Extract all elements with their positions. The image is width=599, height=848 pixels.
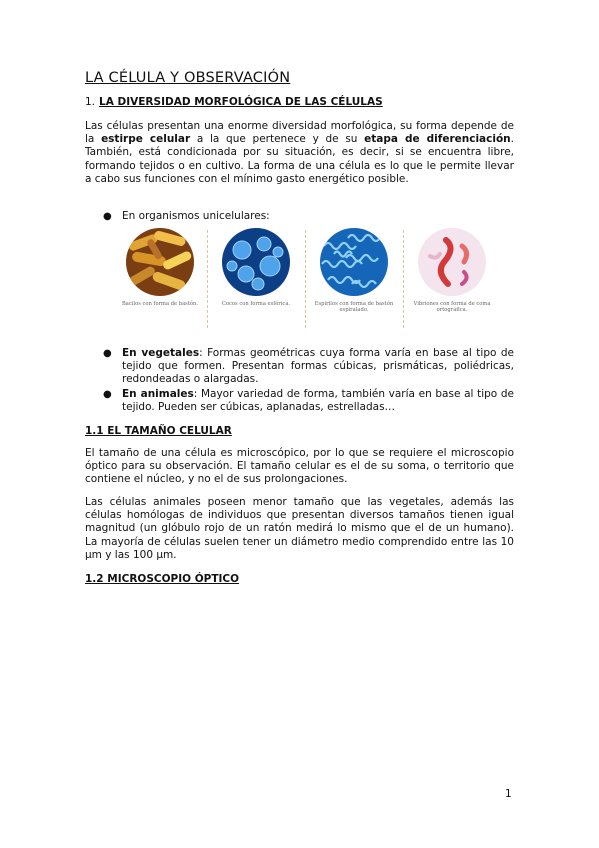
bullet-vegetables-body: : Formas geométricas cuya forma varía en base al tipo de tejido que formen. Presentan formas cúbicas, prismáticas, poliédricas, redondeadas o alargadas. [122,347,515,386]
page-number: 1 [505,788,512,800]
bullet-dot: ● [103,389,112,400]
cocci-panel [211,226,301,330]
figure-divider [305,230,306,328]
spirilla-panel [309,226,399,330]
bacilli-image [124,226,196,298]
bullet-animals-label: En animales [122,388,194,400]
section-1-number: 1. [85,96,96,108]
spirilla-caption: Espirilos con forma de bastón espiralado. [314,301,394,314]
vibrio-image [416,226,488,298]
bullet-animals-text [122,388,514,414]
section-1-1-paragraph-2: Las células animales poseen menor tamaño que las vegetales, además las células homólogas de individuos que presentan diversos tamaños tienen igual magnitud (un glóbulo rojo de un ratón medirá lo mismo que el de un humano). La mayoría de células suelen tener un diámetro medio comprendido entre las 10 µm y las 100 µm. [85,496,514,561]
bacilli-caption: Bacilos con forma de bastón. [121,301,199,307]
page-title: LA CÉLULA Y OBSERVACIÓN [85,70,291,86]
bullet-vegetables [103,347,514,387]
bullet-animals-body: : Mayor variedad de forma, también varía en base al tipo de tejido. Pueden ser cúbicas, aplanadas, estrelladas… [122,388,514,414]
bullet-animals [103,388,514,414]
bullet-dot: ● [103,211,112,222]
para-text: . También, está condicionada por su situación, es decir, si se encuentra libre, formando tejidos o en cultivo. La forma de una célula es lo que le permite llevar a cabo sus funciones con el mínimo gasto energético posible. [85,133,514,185]
bullet-unicellular [103,210,514,223]
vibrio-panel [407,226,497,330]
cocci-image [220,226,292,298]
section-1-heading [85,96,383,108]
section-1-title: LA DIVERSIDAD MORFOLÓGICA DE LAS CÉLULAS [99,96,383,108]
vibrio-caption: Vibriones con forma de coma ortográfica. [413,301,491,314]
bacteria-figure [115,226,497,330]
bacilli-panel [115,226,205,330]
section-1-2-heading: 1.2 MICROSCOPIO ÓPTICO [85,573,240,585]
para-text: Las células presentan una enorme diversidad morfológica, su forma depende de la [85,120,514,146]
section-1-paragraph [85,120,514,186]
cocci-caption: Cocos con forma esférica. [221,301,291,307]
para-text: a la que pertenece y de su [190,133,365,146]
bullet-unicellular-text: En organismos unicelulares: [122,210,270,222]
bullet-vegetables-label: En vegetales [122,347,200,359]
spirilla-image [318,226,390,298]
bullet-dot: ● [103,348,112,359]
bullet-vegetables-text [122,347,514,387]
figure-divider [207,230,208,328]
figure-divider [403,230,404,328]
section-1-1-paragraph-1: El tamaño de una célula es microscópico, por lo que se requiere el microscopio óptico para su observación. El tamaño celular es el de su soma, o territorio que contiene el núcleo, y no el de sus prolongaciones. [85,447,514,486]
para-bold-etapa: etapa de diferenciación [364,133,511,146]
section-1-1-heading: 1.1 EL TAMAÑO CELULAR [85,425,232,437]
para-bold-estirpe: estirpe celular [101,133,191,146]
